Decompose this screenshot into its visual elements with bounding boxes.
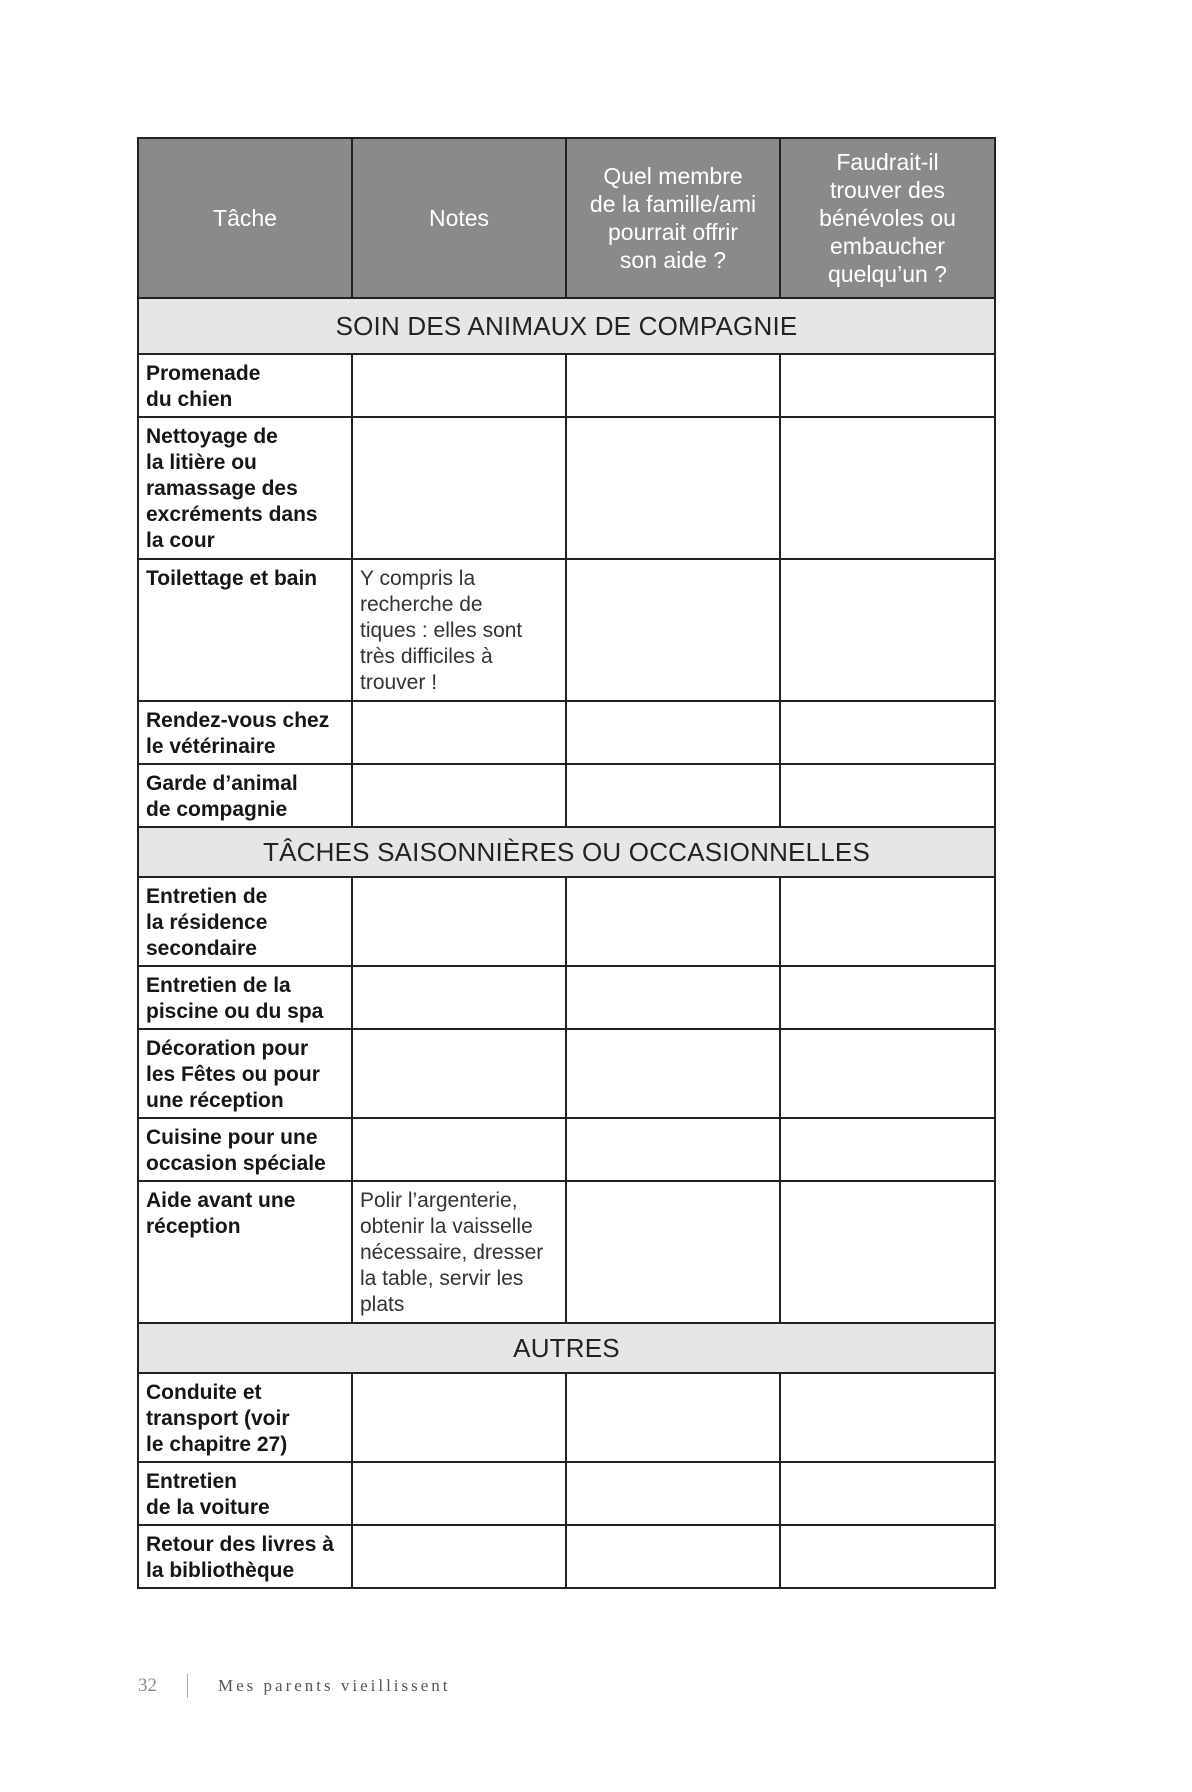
- volunteer-cell[interactable]: [780, 417, 995, 559]
- volunteer-cell[interactable]: [780, 1462, 995, 1525]
- task-cell: Retour des livres à la bibliothèque: [138, 1525, 352, 1588]
- helper-cell[interactable]: [566, 1029, 780, 1118]
- task-cell: Garde d’animal de compagnie: [138, 764, 352, 827]
- table-row: [138, 1525, 995, 1588]
- task-cell: Aide avant une réception: [138, 1181, 352, 1323]
- table-row: [138, 1029, 995, 1118]
- section-row: [138, 298, 995, 354]
- task-cell: Toilettage et bain: [138, 559, 352, 701]
- table-row: [138, 1462, 995, 1525]
- note-cell[interactable]: [352, 1462, 566, 1525]
- task-cell: Décoration pour les Fêtes ou pour une réception: [138, 1029, 352, 1118]
- volunteer-cell[interactable]: [780, 1029, 995, 1118]
- task-cell: Cuisine pour une occasion spéciale: [138, 1118, 352, 1181]
- volunteer-cell[interactable]: [780, 1525, 995, 1588]
- task-cell: Promenade du chien: [138, 354, 352, 417]
- note-cell[interactable]: [352, 1118, 566, 1181]
- table-row: [138, 701, 995, 764]
- note-cell[interactable]: [352, 417, 566, 559]
- table-row: [138, 1181, 995, 1323]
- note-cell[interactable]: [352, 354, 566, 417]
- section-row: [138, 1323, 995, 1373]
- volunteer-cell[interactable]: [780, 1181, 995, 1323]
- footer-divider: [187, 1674, 188, 1698]
- helper-cell[interactable]: [566, 1118, 780, 1181]
- helper-cell[interactable]: [566, 701, 780, 764]
- header-notes: Notes: [352, 138, 566, 298]
- volunteer-cell[interactable]: [780, 877, 995, 966]
- page-number: 32: [138, 1675, 157, 1696]
- helper-cell[interactable]: [566, 764, 780, 827]
- header-volunteer: Faudrait-il trouver des bénévoles ou embaucher quelqu’un ?: [780, 138, 995, 298]
- volunteer-cell[interactable]: [780, 1118, 995, 1181]
- book-title: Mes parents vieillissent: [218, 1676, 451, 1695]
- helper-cell[interactable]: [566, 877, 780, 966]
- note-cell[interactable]: [352, 764, 566, 827]
- helper-cell[interactable]: [566, 1462, 780, 1525]
- task-cell: Conduite et transport (voir le chapitre 27): [138, 1373, 352, 1462]
- page-footer: [138, 1674, 451, 1698]
- volunteer-cell[interactable]: [780, 559, 995, 701]
- task-cell: Entretien de la résidence secondaire: [138, 877, 352, 966]
- volunteer-cell[interactable]: [780, 354, 995, 417]
- header-task: Tâche: [138, 138, 352, 298]
- section-title: SOIN DES ANIMAUX DE COMPAGNIE: [138, 298, 995, 354]
- task-cell: Entretien de la voiture: [138, 1462, 352, 1525]
- table-row: [138, 354, 995, 417]
- table-row: [138, 877, 995, 966]
- helper-cell[interactable]: [566, 966, 780, 1029]
- helper-cell[interactable]: [566, 354, 780, 417]
- table-row: [138, 966, 995, 1029]
- header-helper: Quel membre de la famille/ami pourrait offrir son aide ?: [566, 138, 780, 298]
- task-table: [137, 137, 996, 1589]
- volunteer-cell[interactable]: [780, 1373, 995, 1462]
- note-cell[interactable]: [352, 1525, 566, 1588]
- volunteer-cell[interactable]: [780, 764, 995, 827]
- section-title: AUTRES: [138, 1323, 995, 1373]
- table-row: [138, 559, 995, 701]
- volunteer-cell[interactable]: [780, 966, 995, 1029]
- note-cell[interactable]: [352, 966, 566, 1029]
- helper-cell[interactable]: [566, 559, 780, 701]
- task-cell: Entretien de la piscine ou du spa: [138, 966, 352, 1029]
- note-cell[interactable]: [352, 1029, 566, 1118]
- header-row: [138, 138, 995, 298]
- volunteer-cell[interactable]: [780, 701, 995, 764]
- table-row: [138, 1373, 995, 1462]
- helper-cell[interactable]: [566, 1181, 780, 1323]
- table-row: [138, 1118, 995, 1181]
- task-cell: Nettoyage de la litière ou ramassage des excréments dans la cour: [138, 417, 352, 559]
- table-row: [138, 417, 995, 559]
- note-cell[interactable]: [352, 877, 566, 966]
- task-cell: Rendez-vous chez le vétérinaire: [138, 701, 352, 764]
- note-cell[interactable]: [352, 701, 566, 764]
- helper-cell[interactable]: [566, 1525, 780, 1588]
- section-row: [138, 827, 995, 877]
- section-title: TÂCHES SAISONNIÈRES OU OCCASIONNELLES: [138, 827, 995, 877]
- note-cell[interactable]: Y compris la recherche de tiques : elles sont très difficiles à trouver !: [352, 559, 566, 701]
- note-cell[interactable]: Polir l’argenterie, obtenir la vaisselle nécessaire, dresser la table, servir les plats: [352, 1181, 566, 1323]
- helper-cell[interactable]: [566, 417, 780, 559]
- table-row: [138, 764, 995, 827]
- note-cell[interactable]: [352, 1373, 566, 1462]
- helper-cell[interactable]: [566, 1373, 780, 1462]
